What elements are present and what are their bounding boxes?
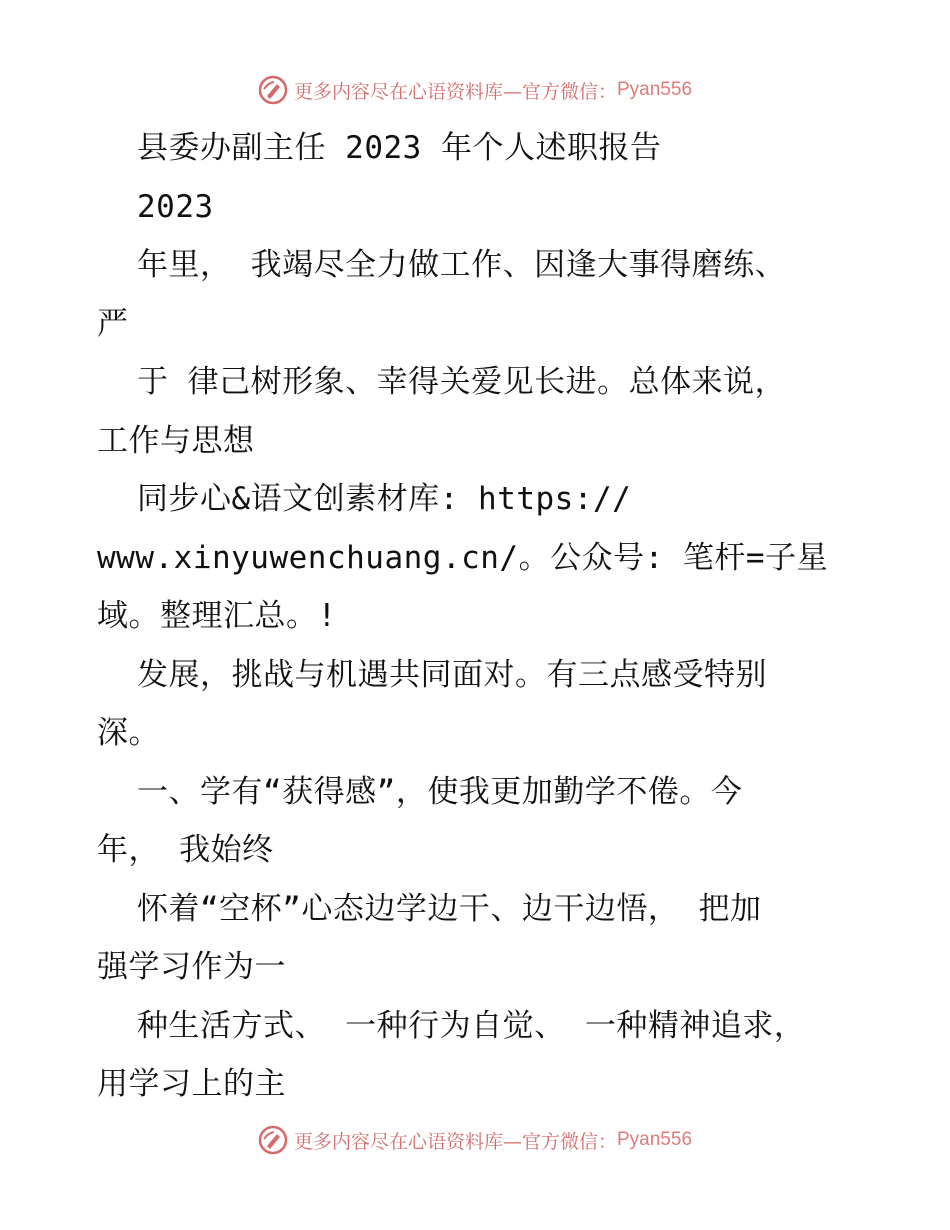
text-line: www.xinyuwenchuang.cn/。公众号: 笔杆=子星 <box>97 539 829 576</box>
text-line: 工作与思想 <box>97 422 255 459</box>
text-line: 年里， 我竭尽全力做工作、因逢大事得磨练、 <box>137 247 787 283</box>
text-line: 用学习上的主 <box>97 1066 286 1102</box>
banner-wechat-id: Pyan556 <box>617 79 693 100</box>
text-line: 同步心&语文创素材库: https:// <box>137 481 632 517</box>
text-line: 于 律己树形象、幸得关爱见长进。总体来说， <box>137 364 787 400</box>
text-line: 2023 <box>137 188 214 225</box>
banner-text: 更多内容尽在心语资料库—官方微信： <box>293 1130 617 1153</box>
text-line: 域。整理汇总。! <box>97 598 337 634</box>
pen-logo-icon <box>258 75 288 105</box>
document-title: 县委办副主任 2023 年个人述职报告 <box>137 130 662 166</box>
pen-logo-icon <box>258 1125 288 1155</box>
text-line: 严 <box>97 305 129 342</box>
header-watermark-banner <box>0 70 950 110</box>
document-body <box>97 119 857 1114</box>
footer-watermark-banner <box>0 1120 950 1160</box>
banner-wechat-id: Pyan556 <box>617 1129 693 1150</box>
text-line: 年， 我始终 <box>97 832 274 868</box>
text-line: 怀着“空杯”心态边学边干、边干边悟， 把加 <box>137 890 762 927</box>
text-line: 种生活方式、 一种行为自觉、 一种精神追求， <box>137 1007 806 1044</box>
banner-text: 更多内容尽在心语资料库—官方微信： <box>293 80 617 103</box>
text-line: 强学习作为一 <box>97 949 286 985</box>
text-line: 发展，挑战与机遇共同面对。有三点感受特别 <box>137 656 767 693</box>
text-line: 一、学有“获得感”，使我更加勤学不倦。今 <box>137 773 743 810</box>
text-line: 深。 <box>97 715 160 751</box>
